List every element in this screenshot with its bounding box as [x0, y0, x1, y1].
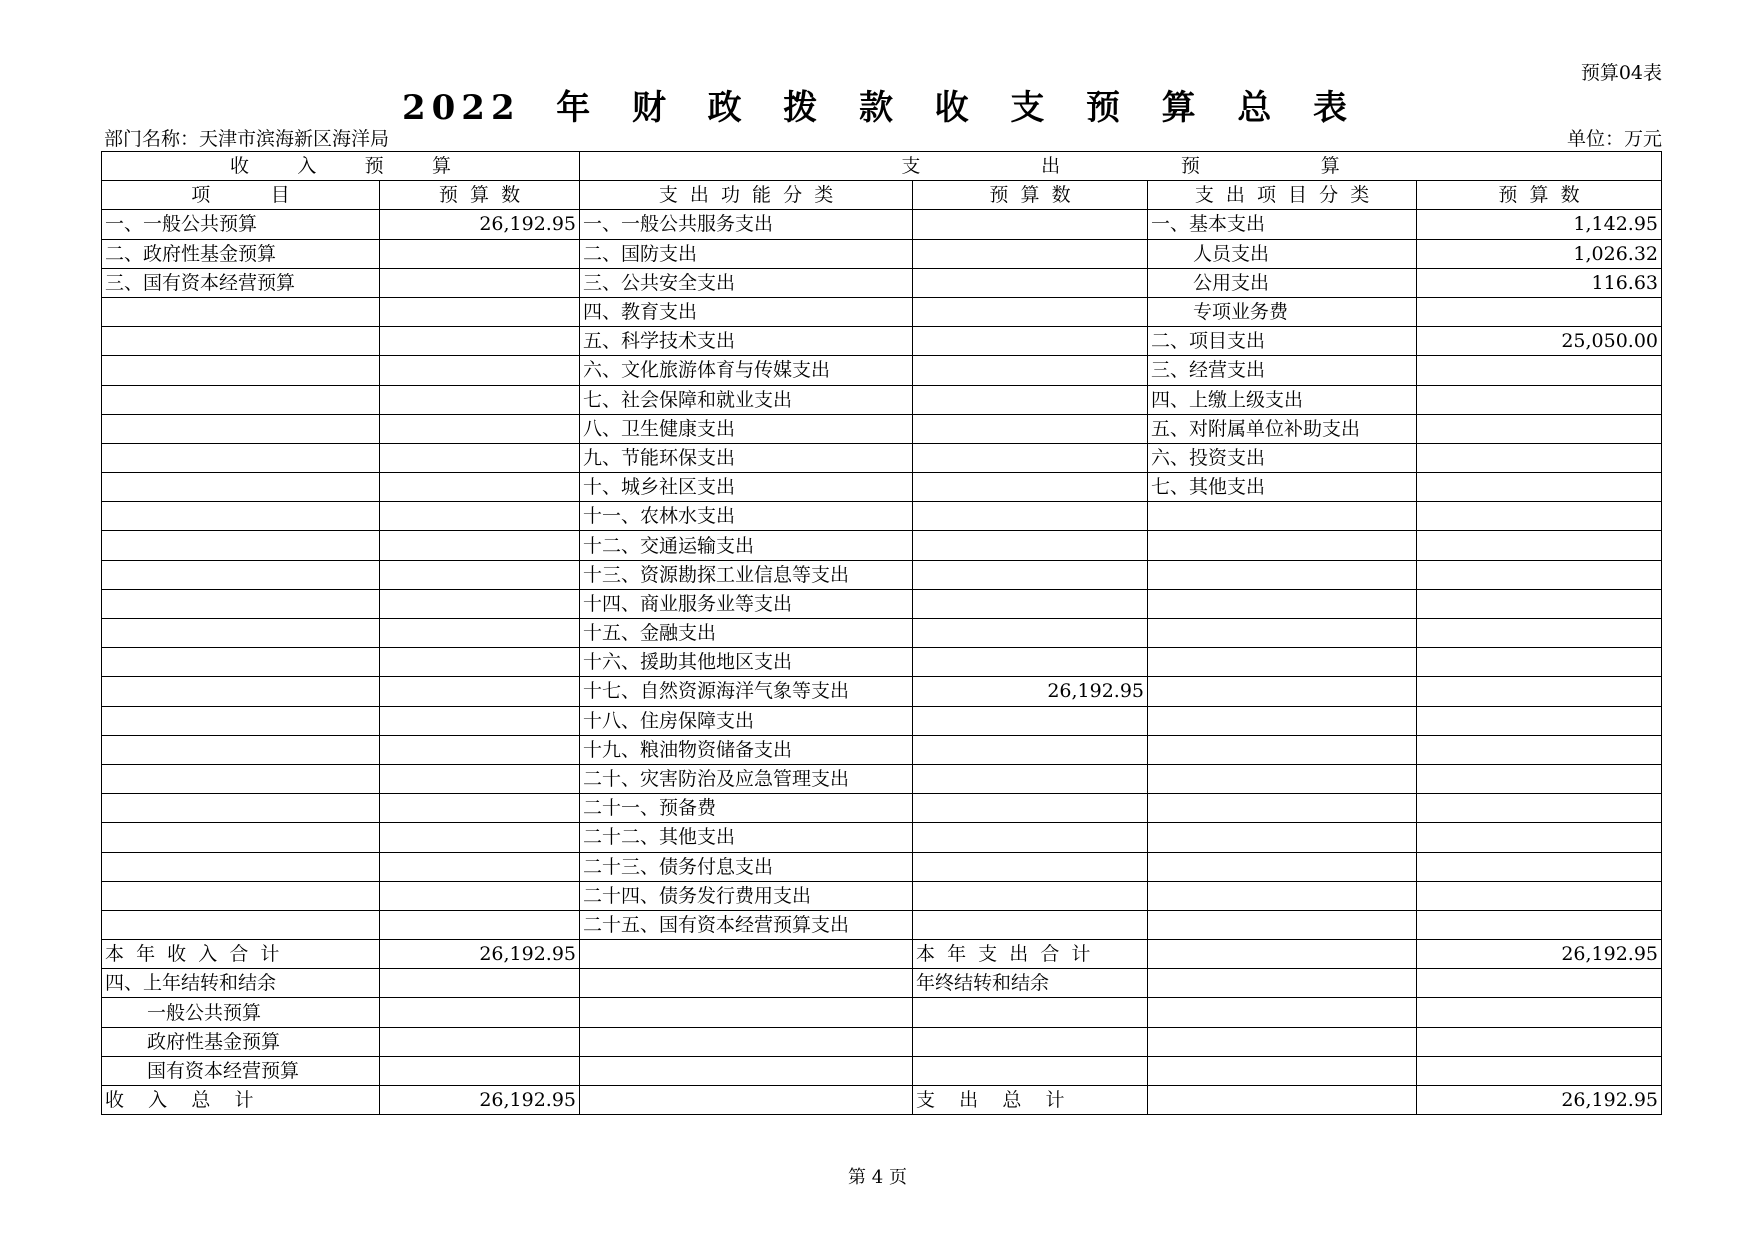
- page-title: 2022 年 财 政 拨 款 收 支 预 算 总 表: [401, 88, 1354, 128]
- econ-value: [1417, 531, 1662, 560]
- table-row: [102, 297, 1662, 326]
- income-item: [102, 297, 380, 326]
- econ-value: [1417, 910, 1662, 939]
- econ-value: [1417, 589, 1662, 618]
- income-item: 三、国有资本经营预算: [102, 268, 380, 297]
- function-item: 二十三、债务付息支出: [580, 852, 913, 881]
- grand-income-label: 收 入 总 计: [102, 1086, 380, 1115]
- income-value: [380, 589, 580, 618]
- function-value: [913, 268, 1148, 297]
- econ-value: [1417, 385, 1662, 414]
- income-value: [380, 414, 580, 443]
- income-item: [102, 560, 380, 589]
- income-item: [102, 589, 380, 618]
- function-value: [913, 823, 1148, 852]
- econ-value: [1417, 297, 1662, 326]
- function-value: [913, 794, 1148, 823]
- function-value: [913, 414, 1148, 443]
- income-item: [102, 735, 380, 764]
- income-item: [102, 619, 380, 648]
- income-item: [102, 531, 380, 560]
- income-item: 一、一般公共预算: [102, 210, 380, 239]
- econ-item: [1148, 794, 1417, 823]
- expense-group-header: 支 出 预 算: [580, 152, 1662, 181]
- income-item: [102, 852, 380, 881]
- income-item: [102, 794, 380, 823]
- income-value: [380, 764, 580, 793]
- income-value: [380, 531, 580, 560]
- income-value: [380, 560, 580, 589]
- income-item: [102, 881, 380, 910]
- econ-value: [1417, 356, 1662, 385]
- econ-value: [1417, 473, 1662, 502]
- econ-item: 一、基本支出: [1148, 210, 1417, 239]
- grand-income-value: 26,192.95: [380, 1086, 580, 1115]
- table-row: [102, 268, 1662, 297]
- income-value: [380, 852, 580, 881]
- empty-cell: [1148, 1086, 1417, 1115]
- table-row: [102, 589, 1662, 618]
- empty-cell: [380, 1056, 580, 1085]
- income-item: [102, 356, 380, 385]
- econ-value: [1417, 414, 1662, 443]
- income-value: [380, 677, 580, 706]
- function-value: [913, 210, 1148, 239]
- income-value: [380, 239, 580, 268]
- econ-item: 专项业务费: [1148, 297, 1417, 326]
- year-end-label: 年终结转和结余: [913, 969, 1148, 998]
- function-value: 26,192.95: [913, 677, 1148, 706]
- empty-cell: [1417, 1056, 1662, 1085]
- empty-cell: [1148, 998, 1417, 1027]
- empty-cell: [1148, 1027, 1417, 1056]
- function-value: [913, 910, 1148, 939]
- empty-cell: [1148, 969, 1417, 998]
- income-item: [102, 443, 380, 472]
- income-item: [102, 414, 380, 443]
- empty-cell: [580, 1086, 913, 1115]
- function-item: 十、城乡社区支出: [580, 473, 913, 502]
- income-value: [380, 794, 580, 823]
- income-value: [380, 327, 580, 356]
- income-value: [380, 502, 580, 531]
- function-item: 七、社会保障和就业支出: [580, 385, 913, 414]
- econ-item: [1148, 910, 1417, 939]
- econ-item: [1148, 823, 1417, 852]
- table-row: [102, 356, 1662, 385]
- econ-item: [1148, 881, 1417, 910]
- table-row: [102, 619, 1662, 648]
- econ-item: [1148, 764, 1417, 793]
- econ-value: [1417, 852, 1662, 881]
- table-row: [102, 764, 1662, 793]
- col-header-item: 项 目: [102, 181, 380, 210]
- function-item: 十六、援助其他地区支出: [580, 648, 913, 677]
- empty-cell: [580, 1056, 913, 1085]
- function-value: [913, 327, 1148, 356]
- income-item: [102, 910, 380, 939]
- econ-value: [1417, 706, 1662, 735]
- function-value: [913, 297, 1148, 326]
- income-value: [380, 735, 580, 764]
- col-header-budget: 预 算 数: [380, 181, 580, 210]
- function-item: 五、科学技术支出: [580, 327, 913, 356]
- empty-cell: [913, 1027, 1148, 1056]
- function-item: 二十一、预备费: [580, 794, 913, 823]
- empty-cell: [380, 1027, 580, 1056]
- function-value: [913, 356, 1148, 385]
- function-value: [913, 881, 1148, 910]
- carryover-sub-row: [102, 998, 1662, 1027]
- carryover-state: 国有资本经营预算: [102, 1056, 380, 1085]
- income-value: [380, 910, 580, 939]
- function-item: 二十四、债务发行费用支出: [580, 881, 913, 910]
- econ-item: 人员支出: [1148, 239, 1417, 268]
- function-value: [913, 239, 1148, 268]
- empty-cell: [580, 1027, 913, 1056]
- table-row: [102, 823, 1662, 852]
- income-item: [102, 502, 380, 531]
- econ-item: 三、经营支出: [1148, 356, 1417, 385]
- income-item: [102, 764, 380, 793]
- empty-cell: [380, 998, 580, 1027]
- function-value: [913, 473, 1148, 502]
- form-code: 预算04表: [1580, 62, 1662, 84]
- econ-item: [1148, 589, 1417, 618]
- table-row: [102, 385, 1662, 414]
- col-header-func-budget: 预 算 数: [913, 181, 1148, 210]
- econ-item: [1148, 560, 1417, 589]
- econ-value: [1417, 560, 1662, 589]
- table-row: [102, 443, 1662, 472]
- econ-item: 公用支出: [1148, 268, 1417, 297]
- econ-value: 25,050.00: [1417, 327, 1662, 356]
- table-row: [102, 677, 1662, 706]
- income-item: [102, 473, 380, 502]
- econ-item: [1148, 531, 1417, 560]
- income-value: [380, 268, 580, 297]
- function-value: [913, 385, 1148, 414]
- table-row: [102, 706, 1662, 735]
- function-value: [913, 706, 1148, 735]
- empty-cell: [580, 998, 913, 1027]
- budget-table-body: [102, 152, 1662, 940]
- function-item: 一、一般公共服务支出: [580, 210, 913, 239]
- income-item: [102, 648, 380, 677]
- function-item: 十二、交通运输支出: [580, 531, 913, 560]
- function-item: 十三、资源勘探工业信息等支出: [580, 560, 913, 589]
- table-row: [102, 852, 1662, 881]
- income-item: [102, 823, 380, 852]
- function-item: 四、教育支出: [580, 297, 913, 326]
- econ-item: [1148, 648, 1417, 677]
- income-total-value: 26,192.95: [380, 940, 580, 969]
- income-item: [102, 706, 380, 735]
- income-value: [380, 385, 580, 414]
- empty-cell: [1417, 969, 1662, 998]
- function-value: [913, 735, 1148, 764]
- econ-value: 1,026.32: [1417, 239, 1662, 268]
- column-header-row: [102, 181, 1662, 210]
- income-item: [102, 385, 380, 414]
- function-item: 三、公共安全支出: [580, 268, 913, 297]
- table-row: [102, 473, 1662, 502]
- grand-total-row: [102, 1086, 1662, 1115]
- empty-cell: [1417, 998, 1662, 1027]
- income-item: [102, 327, 380, 356]
- econ-item: 五、对附属单位补助支出: [1148, 414, 1417, 443]
- econ-item: [1148, 677, 1417, 706]
- function-item: 八、卫生健康支出: [580, 414, 913, 443]
- income-total-label: 本 年 收 入 合 计: [102, 940, 380, 969]
- function-item: 二、国防支出: [580, 239, 913, 268]
- function-value: [913, 502, 1148, 531]
- econ-item: [1148, 735, 1417, 764]
- table-row: [102, 239, 1662, 268]
- income-value: [380, 881, 580, 910]
- page-number: 第 4 页: [848, 1167, 907, 1188]
- econ-item: [1148, 706, 1417, 735]
- carryover-sub-row: [102, 1027, 1662, 1056]
- table-row: [102, 735, 1662, 764]
- econ-item: 四、上缴上级支出: [1148, 385, 1417, 414]
- col-header-econ-budget: 预 算 数: [1417, 181, 1662, 210]
- econ-value: [1417, 677, 1662, 706]
- econ-item: [1148, 502, 1417, 531]
- function-value: [913, 531, 1148, 560]
- table-row: [102, 502, 1662, 531]
- annual-total-row: [102, 940, 1662, 969]
- group-header-row: [102, 152, 1662, 181]
- expense-total-value: 26,192.95: [1417, 940, 1662, 969]
- grand-expense-label: 支 出 总 计: [913, 1086, 1148, 1115]
- income-value: [380, 443, 580, 472]
- function-item: 十五、金融支出: [580, 619, 913, 648]
- function-value: [913, 619, 1148, 648]
- table-row: [102, 648, 1662, 677]
- econ-item: [1148, 852, 1417, 881]
- table-row: [102, 414, 1662, 443]
- econ-value: 116.63: [1417, 268, 1662, 297]
- function-item: 二十二、其他支出: [580, 823, 913, 852]
- table-row: [102, 327, 1662, 356]
- econ-item: 二、项目支出: [1148, 327, 1417, 356]
- table-row: [102, 560, 1662, 589]
- income-value: [380, 297, 580, 326]
- function-value: [913, 648, 1148, 677]
- department-name: 部门名称：天津市滨海新区海洋局: [104, 128, 390, 150]
- income-value: [380, 356, 580, 385]
- carryover-general: 一般公共预算: [102, 998, 380, 1027]
- empty-cell: [580, 969, 913, 998]
- function-item: 十一、农林水支出: [580, 502, 913, 531]
- econ-value: [1417, 823, 1662, 852]
- carryover-sub-row: [102, 1056, 1662, 1085]
- empty-cell: [580, 940, 913, 969]
- function-item: 九、节能环保支出: [580, 443, 913, 472]
- empty-cell: [380, 969, 580, 998]
- econ-value: 1,142.95: [1417, 210, 1662, 239]
- income-item: 二、政府性基金预算: [102, 239, 380, 268]
- econ-item: 七、其他支出: [1148, 473, 1417, 502]
- empty-cell: [913, 1056, 1148, 1085]
- function-item: 十七、自然资源海洋气象等支出: [580, 677, 913, 706]
- table-row: [102, 210, 1662, 239]
- empty-cell: [913, 998, 1148, 1027]
- col-header-func: 支 出 功 能 分 类: [580, 181, 913, 210]
- empty-cell: [1148, 940, 1417, 969]
- econ-item: [1148, 619, 1417, 648]
- budget-table: [101, 151, 1662, 1115]
- income-value: [380, 619, 580, 648]
- income-value: [380, 648, 580, 677]
- econ-value: [1417, 735, 1662, 764]
- expense-total-label: 本 年 支 出 合 计: [913, 940, 1148, 969]
- econ-item: 六、投资支出: [1148, 443, 1417, 472]
- function-value: [913, 589, 1148, 618]
- function-value: [913, 443, 1148, 472]
- econ-value: [1417, 443, 1662, 472]
- summary-body: [102, 940, 1662, 1115]
- grand-expense-value: 26,192.95: [1417, 1086, 1662, 1115]
- carryover-label: 四、上年结转和结余: [102, 969, 380, 998]
- table-row: [102, 910, 1662, 939]
- function-item: 二十、灾害防治及应急管理支出: [580, 764, 913, 793]
- carryover-row: [102, 969, 1662, 998]
- table-row: [102, 881, 1662, 910]
- income-value: [380, 706, 580, 735]
- col-header-econ: 支 出 项 目 分 类: [1148, 181, 1417, 210]
- income-item: [102, 677, 380, 706]
- econ-value: [1417, 648, 1662, 677]
- econ-value: [1417, 764, 1662, 793]
- function-value: [913, 560, 1148, 589]
- table-row: [102, 531, 1662, 560]
- income-value: [380, 823, 580, 852]
- function-item: 二十五、国有资本经营预算支出: [580, 910, 913, 939]
- econ-value: [1417, 794, 1662, 823]
- econ-value: [1417, 619, 1662, 648]
- table-row: [102, 794, 1662, 823]
- function-item: 十九、粮油物资储备支出: [580, 735, 913, 764]
- empty-cell: [1148, 1056, 1417, 1085]
- function-item: 十八、住房保障支出: [580, 706, 913, 735]
- function-item: 六、文化旅游体育与传媒支出: [580, 356, 913, 385]
- function-value: [913, 852, 1148, 881]
- income-value: [380, 473, 580, 502]
- function-value: [913, 764, 1148, 793]
- income-value: 26,192.95: [380, 210, 580, 239]
- econ-value: [1417, 502, 1662, 531]
- unit-label: 单位：万元: [1566, 128, 1662, 150]
- function-item: 十四、商业服务业等支出: [580, 589, 913, 618]
- carryover-fund: 政府性基金预算: [102, 1027, 380, 1056]
- empty-cell: [1417, 1027, 1662, 1056]
- econ-value: [1417, 881, 1662, 910]
- income-group-header: 收 入 预 算: [102, 152, 580, 181]
